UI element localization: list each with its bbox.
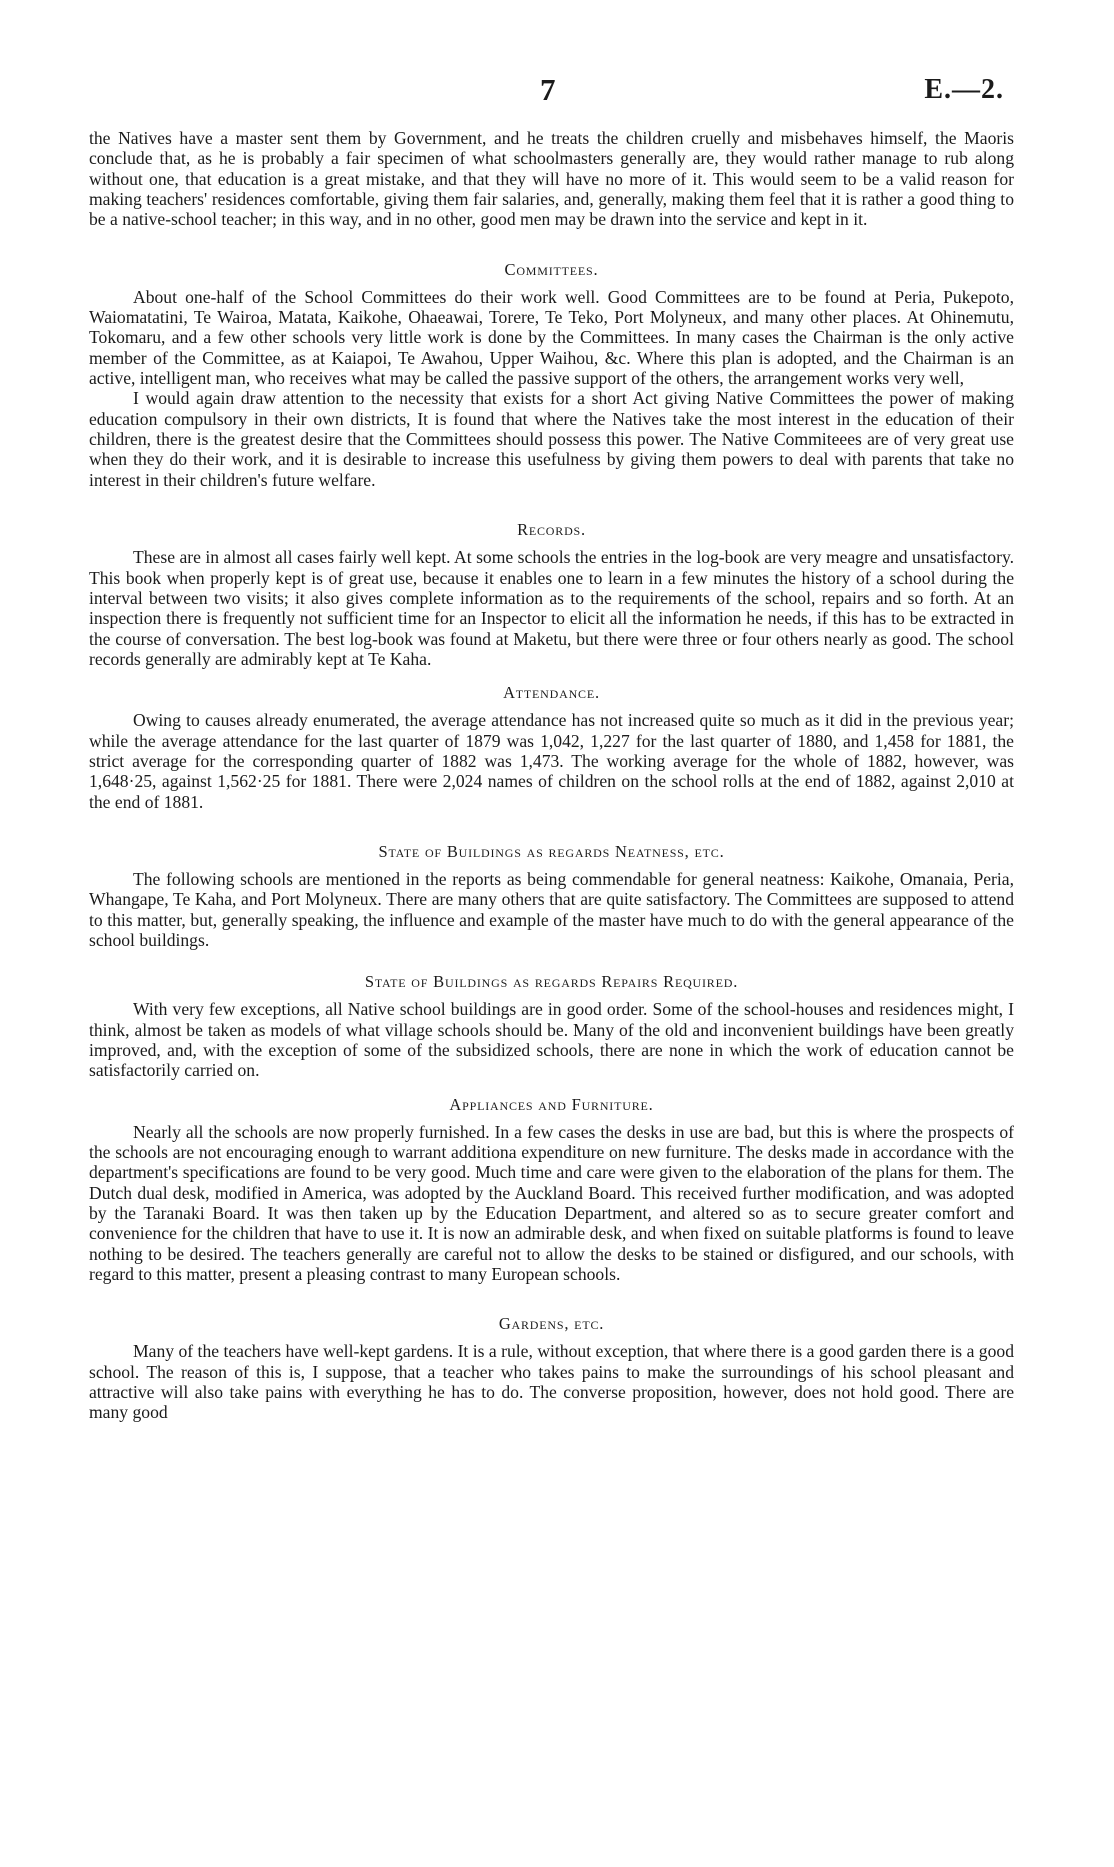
attendance-paragraph: Owing to causes already enumerated, the average attendance has not increased quite so much as it did in the previous year; while the average attendance for the last quarter of 1879 was 1,042, 1,227 for the last quarter of 1880, and 1,458 for 1881, the strict average for the corresponding quarter of 1882 was 1,473. The working average for the whole of 1882, however, was 1,648·25, against 1,562·25 for 1881. There were 2,024 names of children on the school rolls at the end of 1882, against 2,010 at the end of 1881. bbox=[89, 710, 1014, 812]
appliances-paragraph: Nearly all the schools are now properly furnished. In a few cases the desks in use are bad, but this is where the prospects of the schools are not encouraging enough to warrant additiona expenditure on new furniture. The desks made in accordance with the department's specifications are found to be very good. Much time and care were given to the elaboration of the plans for them. The Dutch dual desk, modified in America, was adopted by the Auckland Board. This received further modification, and was adopted by the Taranaki Board. It was then taken up by the Education Department, and altered so as to secure greater comfort and convenience for the children that have to use it. It is now an admirable desk, and when fixed on suitable platforms is found to leave nothing to be desired. The teachers generally are careful not to allow the desks to be stained or disfigured, and our schools, with regard to this matter, present a pleasing contrast to many European schools. bbox=[89, 1121, 1014, 1285]
appliances-heading: Appliances and Furniture. bbox=[449, 1094, 654, 1114]
gardens-paragraph: Many of the teachers have well-kept gardens. It is a rule, without exception, that where there is a good garden there is a good school. The reason of this is, I suppose, that a teacher who takes pains to make the surroundings of his school pleasant and attractive will also take pains with everything he has to do. The converse proposition, however, does not hold good. There are many good bbox=[89, 1341, 1014, 1423]
page-number: 7 bbox=[540, 72, 556, 107]
attendance-heading: Attendance. bbox=[503, 683, 600, 703]
intro-paragraph: the Natives have a master sent them by Government, and he treats the children cruelly and misbehaves himself, the Maoris conclude that, as he is probably a fair specimen of what schoolmasters generally are, they would rather manage to rub along without one, that education is a great mistake, and that they will have no more of it. This would seem to be a valid reason for making teachers' residences comfortable, giving them fair salaries, and, generally, making them feel that it is rather a good thing to be a native-school teacher; in this way, and in no other, good men may be drawn into the service and kept in it. bbox=[89, 128, 1014, 230]
records-paragraph: These are in almost all cases fairly well kept. At some schools the entries in the log-book are very meagre and unsatisfactory. This book when properly kept is of great use, because it enables one to learn in a few minutes the history of a school during the interval between two visits; it also gives complete information as to the requirements of the school, repairs and so forth. At an inspection there is frequently not sufficient time for an Inspector to elicit all the information he needs, if this has to be extracted in the course of conversation. The best log-book was found at Maketu, but there were three or four others nearly as good. The school records generally are admirably kept at Te Kaha. bbox=[89, 547, 1014, 669]
neatness-paragraph: The following schools are mentioned in the reports as being commendable for general neatness: Kaikohe, Omanaia, Peria, Whangape, Te Kaha, and Port Molyneux. There are many others that are quite satisfactory. The Committees are supposed to attend to this matter, but, generally speaking, the influence and example of the master have much to do with the general appearance of the school buildings. bbox=[89, 868, 1014, 950]
repairs-paragraph: With very few exceptions, all Native school buildings are in good order. Some of the school-houses and residences might, I think, almost be taken as models of what village schools should be. Many of the old and inconvenient buildings have been greatly improved, and, with the exception of some of the subsidized schools, there are none in which the work of education cannot be satisfactorily carried on. bbox=[89, 999, 1014, 1081]
page-body bbox=[89, 128, 1014, 1423]
repairs-heading: State of Buildings as regards Repairs Required. bbox=[364, 972, 739, 992]
committees-paragraph-1: About one-half of the School Committees do their work well. Good Committees are to be found at Peria, Pukepoto, Waiomatatini, Te Wairoa, Matata, Kaikohe, Ohaeawai, Torere, Te Teko, Port Molyneux, and many other places. At Ohinemutu, Tokomaru, and a few other schools very little work is done by the Committees. In many cases the Chairman is the only active member of the Committee, as at Kaiapoi, Te Awahou, Upper Waihou, &c. Where this plan is adopted, and the Chairman is an active, intelligent man, who receives what may be called the passive support of the others, the arrangement works very well, bbox=[89, 286, 1014, 389]
neatness-heading: State of Buildings as regards Neatness, etc. bbox=[378, 841, 725, 861]
gardens-heading: Gardens, etc. bbox=[498, 1314, 605, 1334]
document-reference: E.—2. bbox=[924, 74, 1004, 105]
committees-heading: Committees. bbox=[504, 259, 599, 279]
committees-paragraph-2: I would again draw attention to the necessity that exists for a short Act giving Native Committees the power of making education compulsory in their own districts, It is found that where the Natives take the most interest in the education of their children, there is the greatest desire that the Committees should possess this power. The Native Commiteees are of very great use when they do their work, and it is desirable to increase this usefulness by giving them powers to deal with parents that take no interest in their children's future welfare. bbox=[89, 388, 1014, 490]
records-heading: Records. bbox=[517, 520, 586, 540]
page-header bbox=[0, 72, 1114, 112]
